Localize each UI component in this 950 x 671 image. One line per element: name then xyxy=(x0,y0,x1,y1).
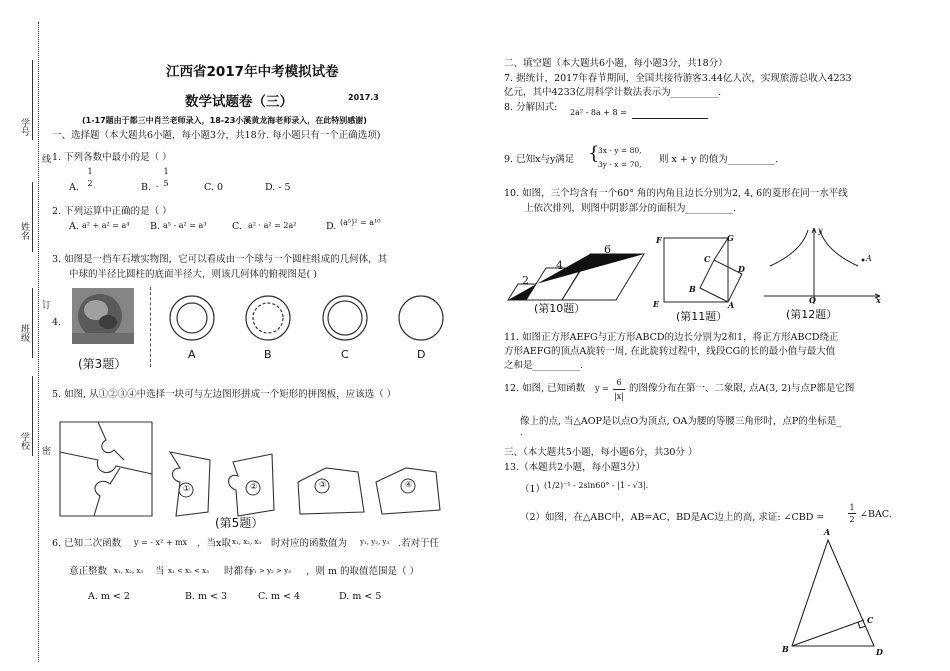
fig11-label-c: C xyxy=(704,254,711,264)
stone-photo-image xyxy=(72,288,134,344)
q6-stem2-order: x₁ < x₂ < x₃ xyxy=(168,567,209,575)
q13-part1-label: （1） xyxy=(520,484,546,495)
fig13-triangle xyxy=(786,534,886,654)
blank-student-number xyxy=(32,60,33,140)
q9-equation-2: 3y - x = 70, xyxy=(598,160,642,169)
q2-option-d-expr: (a⁵)² = a¹⁰ xyxy=(340,218,381,227)
q13-part2-fraction: 1 2 xyxy=(849,503,855,524)
altitude-bd xyxy=(792,620,864,646)
q6-function: y = - x² + mx xyxy=(134,538,188,547)
q1-option-b-fraction: 1 5 xyxy=(163,167,169,188)
fig13-label-d: D xyxy=(876,647,883,657)
fig3-divider xyxy=(150,287,151,367)
q3-stem-line2: 中球的半径比圆柱的底面半径大，则该几何体的俯视图是( ) xyxy=(69,269,317,280)
q1-option-a: A. xyxy=(69,182,79,193)
q9-equation-1: 3x - y = 80, xyxy=(598,146,642,155)
fig13-label-b: B xyxy=(782,644,789,654)
fig10-caption: (第10题） xyxy=(534,302,586,315)
view-b xyxy=(246,296,290,340)
fig10-label-6: 6 xyxy=(604,243,611,256)
q13-part1-expression: (1/2)⁻¹ - 2sin60° - |1 - √3|. xyxy=(544,481,649,490)
fig13-label-c: C xyxy=(867,615,874,625)
q13-part2: （2）如图，在△ABC中，AB=AC，BD是AC边上的高, 求证: ∠CBD = xyxy=(520,512,825,523)
stone-photo xyxy=(72,288,134,344)
binding-dotted-line xyxy=(38,22,39,662)
piece-1-label: ① xyxy=(183,484,191,493)
q13-stem: 13.（本题共2小题，每小题3分） xyxy=(504,462,646,473)
puzzle-cut-1 xyxy=(60,452,152,474)
fig11-caption: (第11题） xyxy=(676,310,728,323)
q1-option-b-sign: - xyxy=(156,182,159,191)
fig11-label-e: E xyxy=(653,299,660,309)
q2-option-d: D. xyxy=(326,221,337,232)
puzzle-cut-2 xyxy=(98,422,124,460)
fig3-option-d: D xyxy=(417,348,426,361)
piece-3-label: ③ xyxy=(319,480,327,489)
q9-stem-b: 则 x + y 的值为__________. xyxy=(659,154,779,165)
triangle-abd xyxy=(792,540,874,646)
fig3-top-views xyxy=(168,294,458,346)
label-name: 姓名 xyxy=(19,222,29,240)
piece-2-label: ② xyxy=(250,482,258,491)
q6-stem2-y-order: y₁ > y₂ > y₃ xyxy=(250,567,291,575)
fig3-option-a: A xyxy=(188,348,196,361)
q11-line2: 方形AEFG的顶点A旋转一周, 在此旋转过程中，线段CG的长的最小值与最大值 xyxy=(504,346,836,357)
q1-option-d: D. - 5 xyxy=(265,182,291,193)
q6-stem-b: ，当x取 xyxy=(197,538,231,549)
section1-heading: 一、选择题（本大题共6小题，每小题3分，共18分. 每小题只有一个正确选项) xyxy=(52,130,381,141)
q2-stem: 2. 下列运算中正确的是（ ） xyxy=(52,206,172,217)
puzzle-cut-3 xyxy=(94,468,120,516)
fig13-label-a: A xyxy=(824,527,831,537)
fig11-label-f: F xyxy=(656,235,662,245)
fig12-label-y: y xyxy=(818,226,823,235)
q5-stem: 5. 如图, 从①②③④中选择一块可与左边图形拼成一个矩形的拼图板，应该选（ ） xyxy=(52,389,397,400)
segment-cg xyxy=(714,238,728,260)
q8-expression: 2a² - 8a + 8 = xyxy=(570,108,627,117)
q2-option-c-expr: a² · a² = 2a² xyxy=(248,221,297,230)
q9-stem-a: 9. 已知x与y满足 xyxy=(504,154,575,165)
label-student-number: 学号 xyxy=(19,118,29,136)
q6-stem-a: 6. 已知二次函数 xyxy=(52,538,122,549)
view-a xyxy=(170,296,214,340)
blank-school xyxy=(32,376,33,456)
fig11-label-d: D xyxy=(738,264,745,274)
q6-stem2-e: 时都有 xyxy=(224,566,253,577)
q6-option-a: A. m < 2 xyxy=(88,591,130,602)
q2-option-a-expr: a² + a² = a⁴ xyxy=(82,221,130,230)
q1-option-a-fraction: 1 2 xyxy=(87,167,93,188)
piece-4-label: ④ xyxy=(405,480,413,489)
fig12-caption: (第12题） xyxy=(786,308,838,321)
point-a xyxy=(862,259,865,262)
blank-class xyxy=(32,288,33,358)
curve-right xyxy=(820,230,858,266)
label-school: 学校 xyxy=(19,432,29,450)
q10-line2: 上依次排列，则图中阴影部分的面积为__________. xyxy=(524,203,737,214)
q12-line3: . xyxy=(520,427,524,438)
q6-option-d: D. m < 5 xyxy=(339,591,382,602)
puzzle-board xyxy=(60,422,152,516)
q10-line1: 10. 如图，三个均含有一个60° 角的内角且边长分别为2, 4, 6的菱形在同一水平线 xyxy=(504,188,848,199)
q6-y-values: y₁, y₂, y₃ xyxy=(360,538,390,546)
fig12-label-a: A xyxy=(866,254,872,263)
fig11-label-a: A xyxy=(728,300,735,310)
q12-stem-a: 12. 如图, 已知函数 xyxy=(504,383,586,394)
fig3-option-b: B xyxy=(264,348,272,361)
fig3-caption: (第3题） xyxy=(78,357,127,371)
fig5-caption: (第5题） xyxy=(215,516,264,530)
curve-left xyxy=(770,230,808,266)
credit-note: (1-17题由于都三中肖兰老师录入，18-23小溪黄龙海老师录入，在此特别感谢) xyxy=(82,116,367,125)
q12-line2: 像上的点, 当△AOP是以点O为顶点, OA为腰的等腰三角形时，点P的坐标是_ xyxy=(520,416,842,427)
q4-number: 4. xyxy=(52,317,62,328)
view-c xyxy=(323,296,367,340)
q6-option-c: C. m < 4 xyxy=(258,591,301,602)
q13-part2-end: ∠BAC. xyxy=(860,509,892,520)
piece-4 xyxy=(376,468,440,514)
q6-stem-f: .若对于任 xyxy=(398,538,440,549)
q7-line1: 7. 据统计，2017年春节期间，全国共接待游客3.44亿人次，实现旅游总收入4233 xyxy=(504,73,852,84)
fig3-option-c: C xyxy=(341,348,349,361)
q12-stem-b: 的图像分布在第一、二象限, 点A(3, 2)与点P都是它图 xyxy=(629,383,855,394)
q11-line3: 之和是__________. xyxy=(504,360,584,371)
q6-stem2-c: 当 xyxy=(155,566,165,577)
q6-stem2-g: ，则 m 的取值范围是（ ） xyxy=(306,566,420,577)
q2-option-b-expr: a⁵ - a² = a³ xyxy=(163,221,207,230)
q8-answer-blank xyxy=(632,108,708,119)
fig11-label-b: B xyxy=(689,284,696,294)
q2-option-b: B. xyxy=(150,221,161,232)
fig12-label-o: O xyxy=(809,295,816,305)
page-subtitle: 数学试题卷（三） xyxy=(185,94,293,110)
label-class: 班级 xyxy=(19,324,29,342)
page-title: 江西省2017年中考模拟试卷 xyxy=(166,64,339,80)
q12-function-fraction: 6 |x| xyxy=(614,378,624,401)
q9-brace: { xyxy=(588,143,600,164)
q2-option-c: C. xyxy=(232,221,242,232)
q6-option-b: B. m < 3 xyxy=(185,591,228,602)
q1-option-b: B. xyxy=(141,182,152,193)
section2-heading: 二、填空题（本大题共6小题，每小题3分，共18分） xyxy=(504,58,728,69)
q12-function-lhs: y = xyxy=(595,384,609,393)
square-abcd xyxy=(700,260,742,302)
q8-stem: 8. 分解因式: xyxy=(504,102,558,113)
fig5-puzzle xyxy=(58,420,458,520)
fig10-label-2: 2 xyxy=(522,274,529,287)
q1-stem: 1. 下列各数中最小的是（ ） xyxy=(52,152,172,163)
q6-stem2-x: x₁, x₂, x₃ xyxy=(114,567,144,575)
label-mi: 密 xyxy=(40,446,50,455)
fig10-label-4: 4 xyxy=(556,259,563,272)
exam-date: 2017.3 xyxy=(348,93,379,102)
piece-3 xyxy=(298,468,364,514)
fig12-label-x: x xyxy=(876,295,881,305)
q2-option-a: A. xyxy=(69,221,79,232)
label-line: 线 xyxy=(40,154,50,163)
q1-option-c: C. 0 xyxy=(204,182,224,193)
q11-line1: 11. 如图正方形AEFG与正方形ABCD的边长分别为2和1，将正方形ABCD绕正 xyxy=(504,332,839,343)
fig12-graph xyxy=(762,226,887,306)
q6-x-values: x₁, x₂, x₃ xyxy=(232,538,262,546)
q6-stem-d: 时对应的函数值为 xyxy=(271,538,348,549)
view-d xyxy=(399,296,443,340)
square-aefg xyxy=(664,238,728,302)
q7-line2: 亿元，其中4233亿用科学计数法表示为__________. xyxy=(504,87,722,98)
q3-stem-line1: 3. 如图是一挡车石墩实物图，它可以看成由一个球与一个圆柱组成的几何体，其 xyxy=(52,254,388,265)
label-ding: 订 xyxy=(40,300,50,309)
blank-name xyxy=(32,182,33,252)
q6-stem2-a: 意正整数 xyxy=(69,566,108,577)
section3-heading: 三、（本大题共5小题，每小题6分，共30分 ） xyxy=(504,447,698,458)
fig11-label-g: G xyxy=(727,233,734,243)
